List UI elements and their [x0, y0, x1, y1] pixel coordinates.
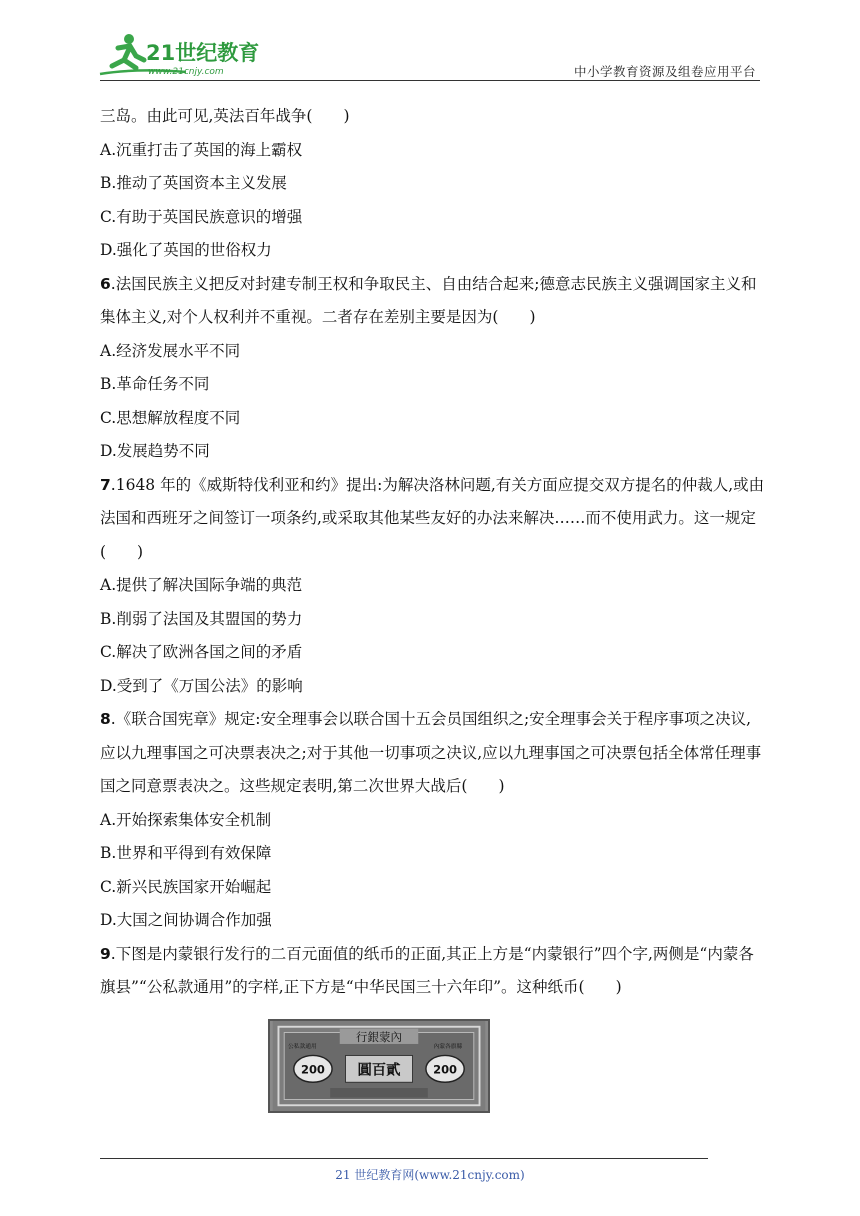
option-q6-a: A.经济发展水平不同: [100, 341, 241, 360]
footer-text: 21 世纪教育网(www.21cnjy.com): [335, 1168, 525, 1182]
header-divider: [100, 80, 760, 81]
option-q8-c: C.新兴民族国家开始崛起: [100, 877, 272, 896]
banknote-figure: [100, 1019, 658, 1113]
question-number: 6: [100, 274, 111, 293]
option-q8-a: A.开始探索集体安全机制: [100, 810, 272, 829]
site-logo: [96, 30, 266, 80]
option-q5-c: C.有助于英国民族意识的增强: [100, 207, 303, 226]
question-stem-q8: 8.《联合国宪章》规定:安全理事会以联合国十五会员国组织之;安全理事会关于程序事项之决议,应以九理事国之可决票表决之;对于其他一切事项之决议,应以九理事国之可决票包括全体常任理事国之同意票表决之。这些规定表明,第二次世界大战后( ): [100, 710, 762, 795]
question-stem-q5-tail: 三岛。由此可见,英法百年战争( ): [100, 107, 350, 125]
option-q7-b: B.削弱了法国及其盟国的势力: [100, 609, 303, 628]
option-q5-b: B.推动了英国资本主义发展: [100, 174, 287, 192]
question-stem-q6: 6.法国民族主义把反对封建专制王权和争取民主、自由结合起来;德意志民族主义强调国家主义和集体主义,对个人权利并不重视。二者存在差别主要是因为( ): [100, 274, 757, 326]
page-header: [0, 0, 860, 90]
platform-title: 中小学教育资源及组卷应用平台: [573, 64, 756, 79]
option-q6-c: C.思想解放程度不同: [100, 408, 241, 427]
option-q8-d: D.大国之间协调合作加强: [100, 911, 272, 929]
svg-text:行銀蒙內: 行銀蒙內: [356, 1029, 402, 1044]
option-q7-a: A.提供了解决国际争端的典范: [100, 576, 303, 594]
svg-text:內蒙各旗縣: 內蒙各旗縣: [433, 1043, 463, 1050]
option-q5-d: D.强化了英国的世俗权力: [100, 241, 272, 259]
question-number: 8: [100, 710, 111, 728]
svg-text:圓百貳: 圓百貳: [357, 1062, 401, 1079]
svg-text:21世纪教育: 21世纪教育: [146, 41, 260, 65]
svg-text:公私款通用: 公私款通用: [288, 1043, 317, 1050]
svg-text:200: 200: [300, 1062, 325, 1077]
option-q5-a: A.沉重打击了英国的海上霸权: [100, 140, 303, 159]
option-q6-d: D.发展趋势不同: [100, 442, 210, 460]
question-stem-q7: 7.1648 年的《威斯特伐利亚和约》提出:为解决洛林问题,有关方面应提交双方提名的仲裁人,或由法国和西班牙之间签订一项条约,或采取其他某些友好的办法来解决……而不使用武力。这一规定( ): [100, 475, 765, 561]
banknote-image: [268, 1019, 490, 1113]
svg-text:200: 200: [433, 1062, 458, 1077]
question-stem-q9: 9.下图是内蒙银行发行的二百元面值的纸币的正面,其正上方是“内蒙银行”四个字,两侧是“内蒙各旗县”“公私款通用”的字样,正下方是“中华民国三十六年印”。这种纸币( ): [100, 944, 754, 996]
svg-text:www.21cnjy.com: www.21cnjy.com: [148, 67, 224, 77]
question-content: [100, 100, 766, 1113]
option-q6-b: B.革命任务不同: [100, 375, 210, 393]
question-number: 9: [100, 944, 111, 963]
question-number: 7: [100, 475, 111, 494]
option-q7-d: D.受到了《万国公法》的影响: [100, 676, 303, 695]
footer-divider: [100, 1158, 708, 1159]
option-q7-c: C.解决了欧洲各国之间的矛盾: [100, 643, 303, 661]
option-q8-b: B.世界和平得到有效保障: [100, 844, 272, 862]
